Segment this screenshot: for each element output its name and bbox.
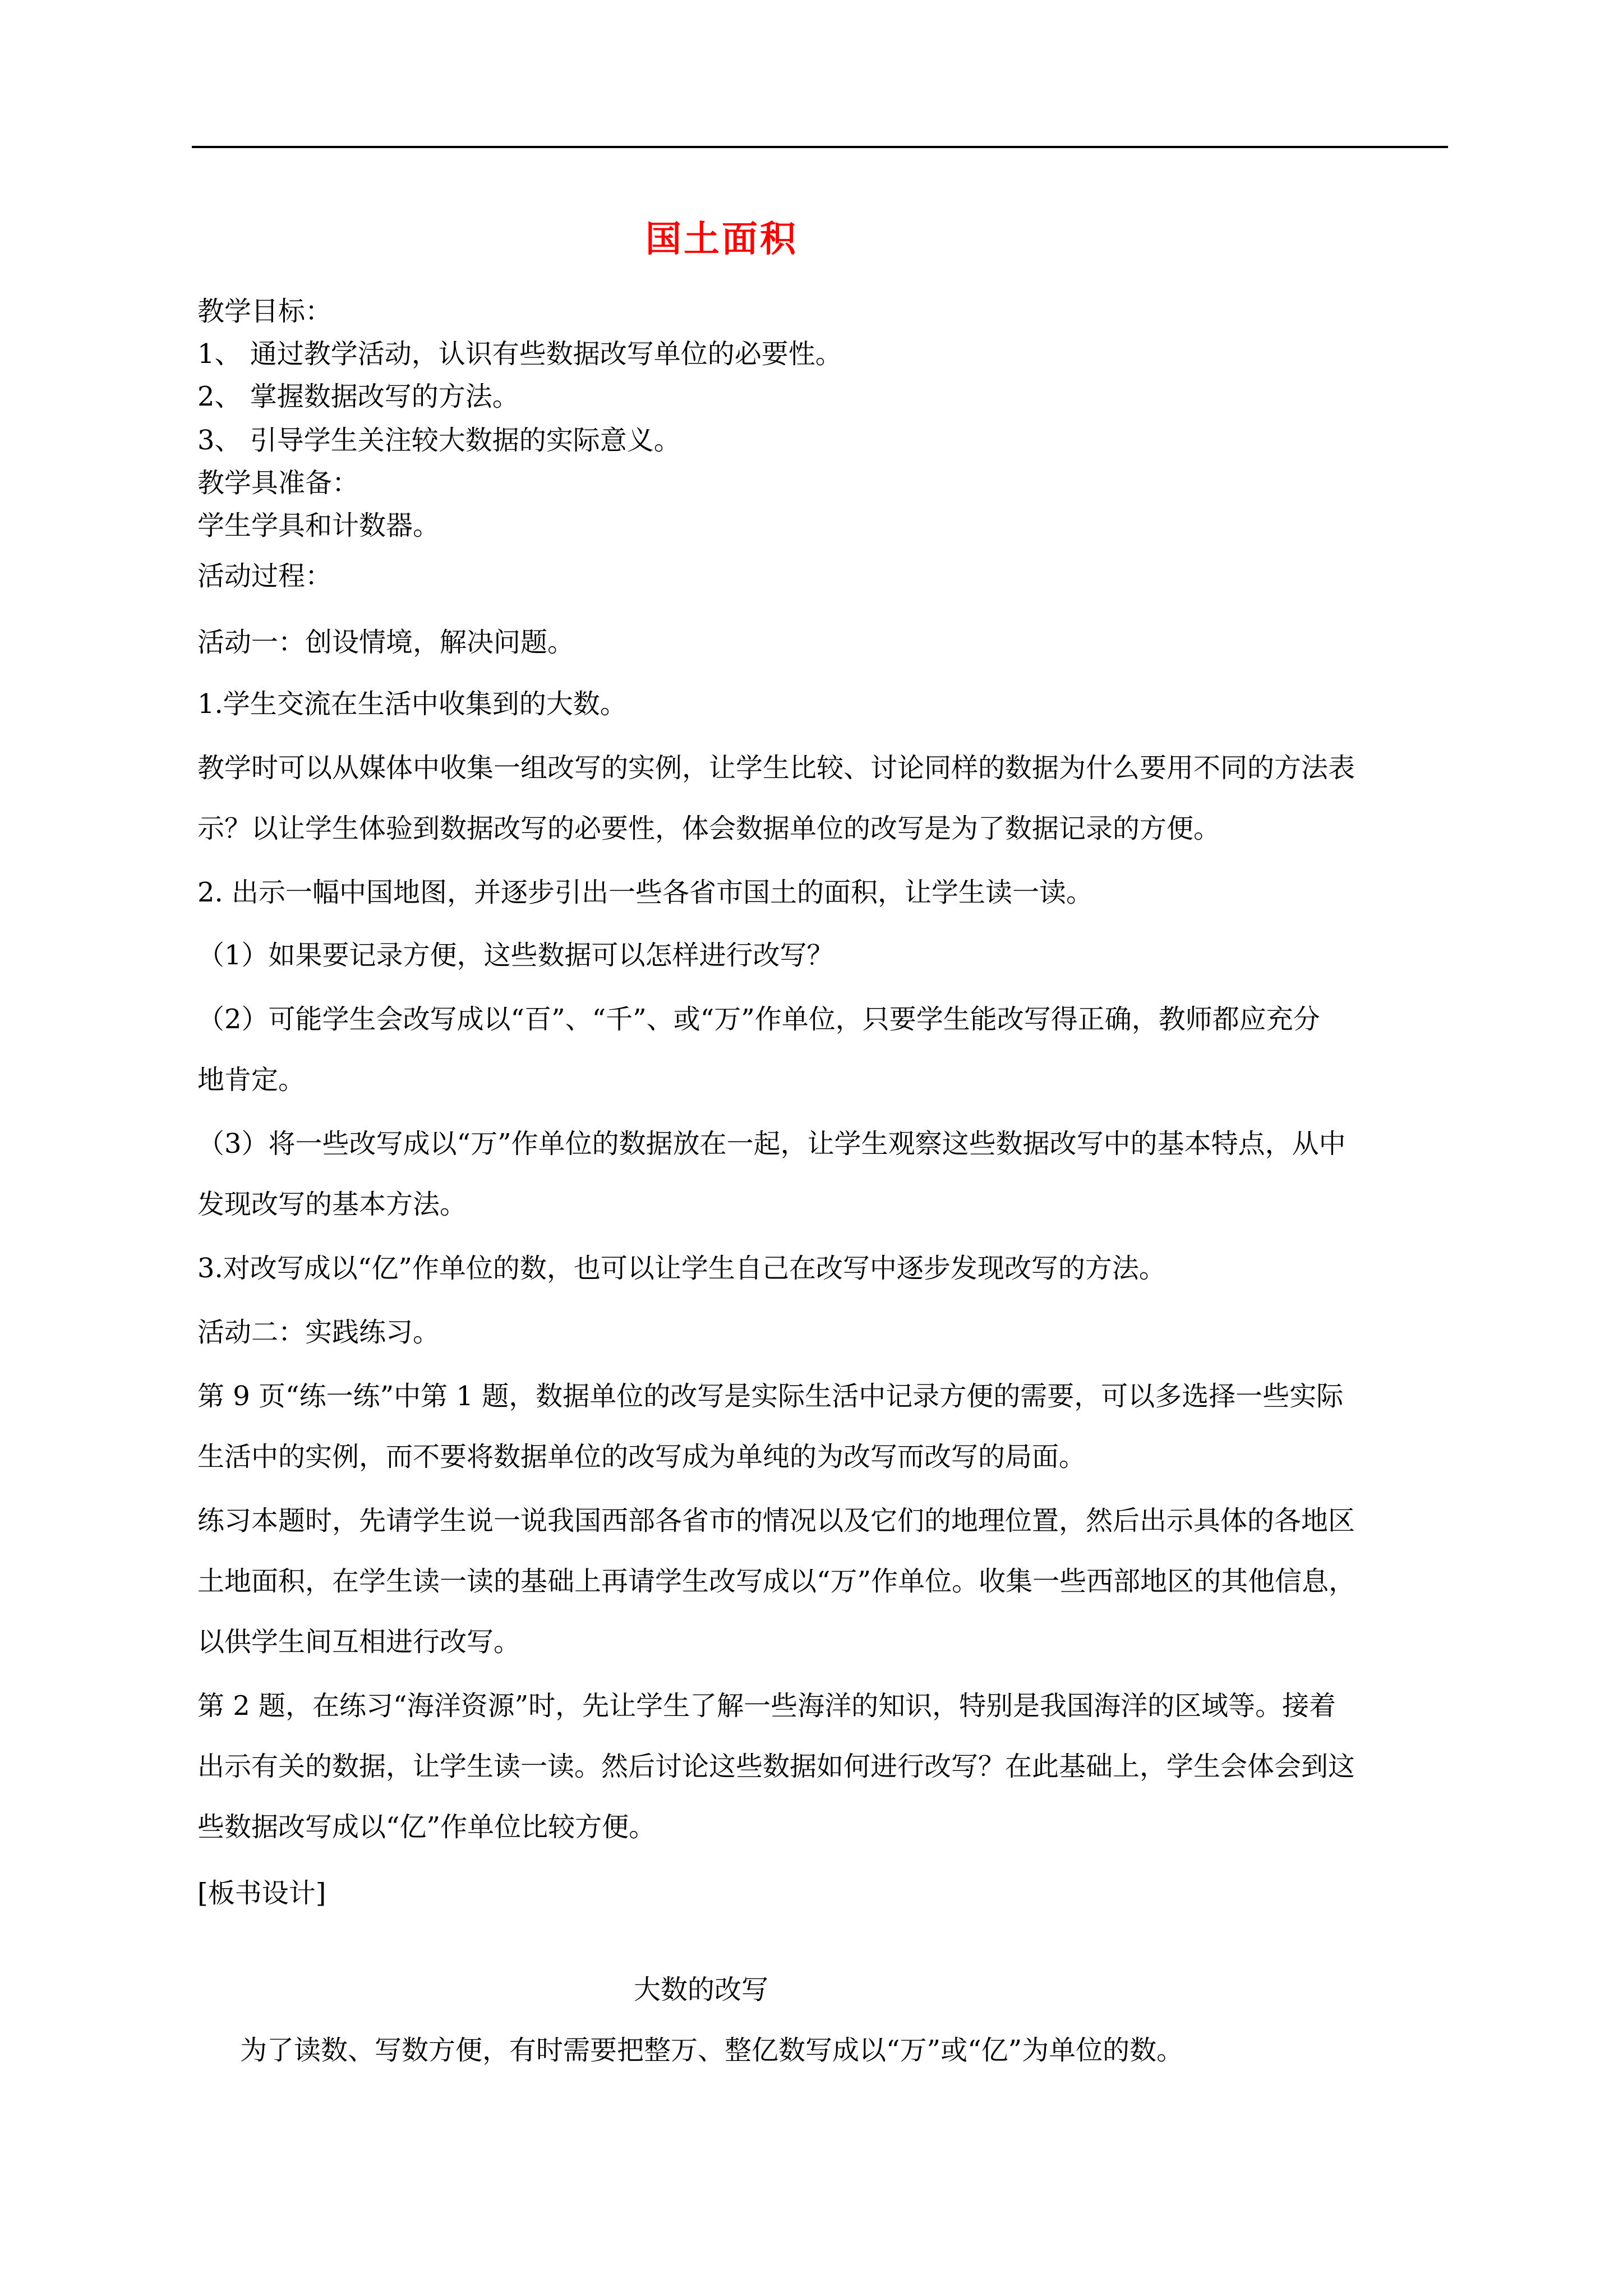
text-line: 第 9 页“练一练”中第 1 题，数据单位的改写是实际生活中记录方便的需要，可以多选择一些实际 (197, 1381, 1344, 1412)
text-line: 活动一：创设情境，解决问题。 (197, 627, 575, 658)
text-line: 第 2 题，在练习“海洋资源”时，先让学生了解一些海洋的知识，特别是我国海洋的区域等。接着 (197, 1690, 1336, 1722)
text-line: 2、 掌握数据改写的方法。 (197, 381, 519, 412)
text-line: 活动过程： (197, 560, 333, 592)
text-line: 学生学具和计数器。 (197, 510, 440, 541)
text-line: 以供学生间互相进行改写。 (197, 1626, 521, 1658)
text-line: 1、 通过教学活动，认识有些数据改写单位的必要性。 (197, 338, 842, 370)
text-line: 些数据改写成以“亿”作单位比较方便。 (197, 1811, 656, 1843)
text-line: [板书设计] (197, 1878, 326, 1909)
text-line: 生活中的实例，而不要将数据单位的改写成为单纯的为改写而改写的局面。 (197, 1441, 1086, 1473)
text-line: （1）如果要记录方便，这些数据可以怎样进行改写？ (197, 940, 834, 971)
board-heading: 大数的改写 (633, 1974, 768, 2005)
text-line: 发现改写的基本方法。 (197, 1189, 467, 1220)
text-line: 教学具准备： (197, 467, 359, 499)
text-line: 活动二：实践练习。 (197, 1317, 440, 1348)
text-line: 教学目标： (197, 296, 333, 327)
text-line: 教学时可以从媒体中收集一组改写的实例，让学生比较、讨论同样的数据为什么要用不同的方法表 (197, 752, 1355, 784)
text-line: 示？以让学生体验到数据改写的必要性，体会数据单位的改写是为了数据记录的方便。 (197, 813, 1221, 844)
text-line: 土地面积，在学生读一读的基础上再请学生改写成以“万”作单位。收集一些西部地区的其他信息， (197, 1566, 1356, 1597)
text-line: （2）可能学生会改写成以“百”、“千”、或“万”作单位，只要学生能改写得正确，教师都应充分 (197, 1004, 1320, 1035)
text-line: （3）将一些改写成以“万”作单位的数据放在一起，让学生观察这些数据改写中的基本特点，从中 (197, 1128, 1346, 1159)
page-title: 国土面积 (645, 219, 798, 260)
text-line: 3、 引导学生关注较大数据的实际意义。 (197, 425, 681, 456)
text-line: 出示有关的数据，让学生读一读。然后讨论这些数据如何进行改写？在此基础上，学生会体会到这 (197, 1751, 1355, 1782)
text-line: 1.学生交流在生活中收集到的大数。 (197, 688, 627, 720)
header-rule (192, 146, 1448, 148)
text-line: 3.对改写成以“亿”作单位的数，也可以让学生自己在改写中逐步发现改写的方法。 (197, 1253, 1166, 1284)
text-line: 练习本题时，先请学生说一说我国西部各省市的情况以及它们的地理位置，然后出示具体的各地区 (197, 1505, 1355, 1536)
text-line: 2. 出示一幅中国地图，并逐步引出一些各省市国土的面积，让学生读一读。 (197, 877, 1094, 908)
text-line: 地肯定。 (197, 1064, 306, 1096)
board-text: 为了读数、写数方便，有时需要把整万、整亿数写成以“万”或“亿”为单位的数。 (240, 2035, 1184, 2066)
